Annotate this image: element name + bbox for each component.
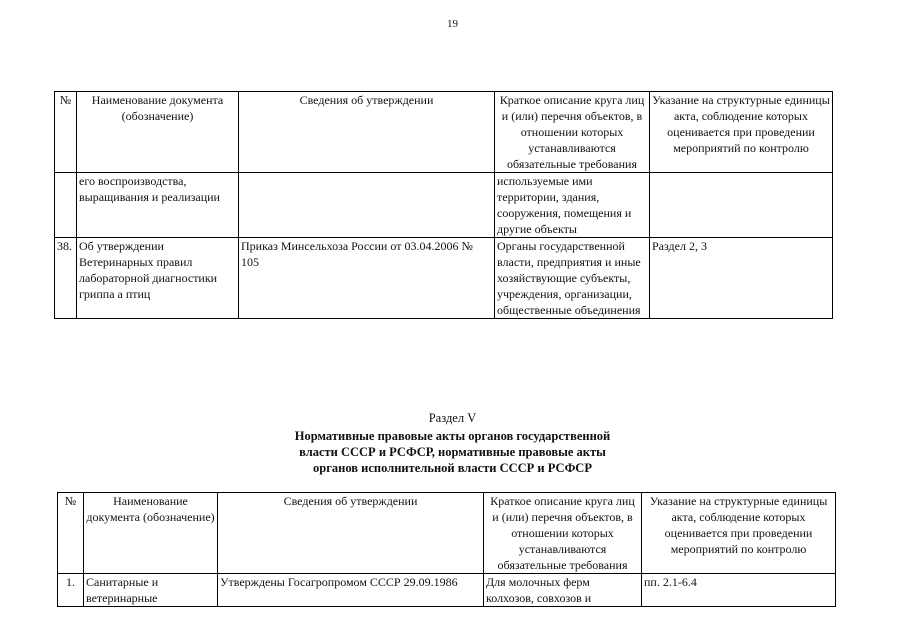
header-num: № <box>58 493 84 574</box>
section-subtitle-line: Нормативные правовые акты органов государственной <box>294 429 611 443</box>
cell-name: его воспроизводства, выращивания и реализации <box>77 173 239 238</box>
cell-num <box>55 173 77 238</box>
cell-num: 38. <box>55 238 77 319</box>
header-units: Указание на структурные единицы акта, соблюдение которых оценивается при проведении мероприятий по контролю <box>650 92 833 173</box>
cell-description: Органы государственной власти, предприятия и иные хозяйствующие субъекты, учреждения, организации, общественные объединения <box>495 238 650 319</box>
cell-description: Для молочных ферм колхозов, совхозов и <box>484 574 642 607</box>
header-num: № <box>55 92 77 173</box>
table-row <box>55 173 833 238</box>
cell-name: Об утверждении Ветеринарных правил лабораторной диагностики гриппа а птиц <box>77 238 239 319</box>
section-subtitle <box>0 428 905 476</box>
header-approval: Сведения об утверждении <box>239 92 495 173</box>
cell-num: 1. <box>58 574 84 607</box>
header-approval: Сведения об утверждении <box>218 493 484 574</box>
header-description: Краткое описание круга лиц и (или) перечня объектов, в отношении которых устанавливаются обязательные требования <box>484 493 642 574</box>
section-subtitle-line: власти СССР и РСФСР, нормативные правовые акты <box>299 445 606 459</box>
header-name: Наименование документа (обозначение) <box>84 493 218 574</box>
section-v-table <box>57 492 836 607</box>
cell-units <box>650 173 833 238</box>
page-number: 19 <box>447 18 458 30</box>
cell-name: Санитарные и ветеринарные <box>84 574 218 607</box>
cell-units: Раздел 2, 3 <box>650 238 833 319</box>
table-header-row <box>58 493 836 574</box>
requirements-table-continued <box>54 91 833 319</box>
section-title: Раздел V <box>428 411 477 425</box>
table-row <box>55 238 833 319</box>
cell-approval <box>239 173 495 238</box>
cell-units: пп. 2.1-6.4 <box>642 574 836 607</box>
cell-approval: Утверждены Госагропромом СССР 29.09.1986 <box>218 574 484 607</box>
header-description: Краткое описание круга лиц и (или) перечня объектов, в отношении которых устанавливаются обязательные требования <box>495 92 650 173</box>
table-row <box>58 574 836 607</box>
cell-approval: Приказ Минсельхоза России от 03.04.2006 № 105 <box>239 238 495 319</box>
table-header-row <box>55 92 833 173</box>
section-subtitle-line: органов исполнительной власти СССР и РСФСР <box>313 461 592 475</box>
header-name: Наименование документа (обозначение) <box>77 92 239 173</box>
cell-description: используемые ими территории, здания, сооружения, помещения и другие объекты <box>495 173 650 238</box>
header-units: Указание на структурные единицы акта, соблюдение которых оценивается при проведении мероприятий по контролю <box>642 493 836 574</box>
